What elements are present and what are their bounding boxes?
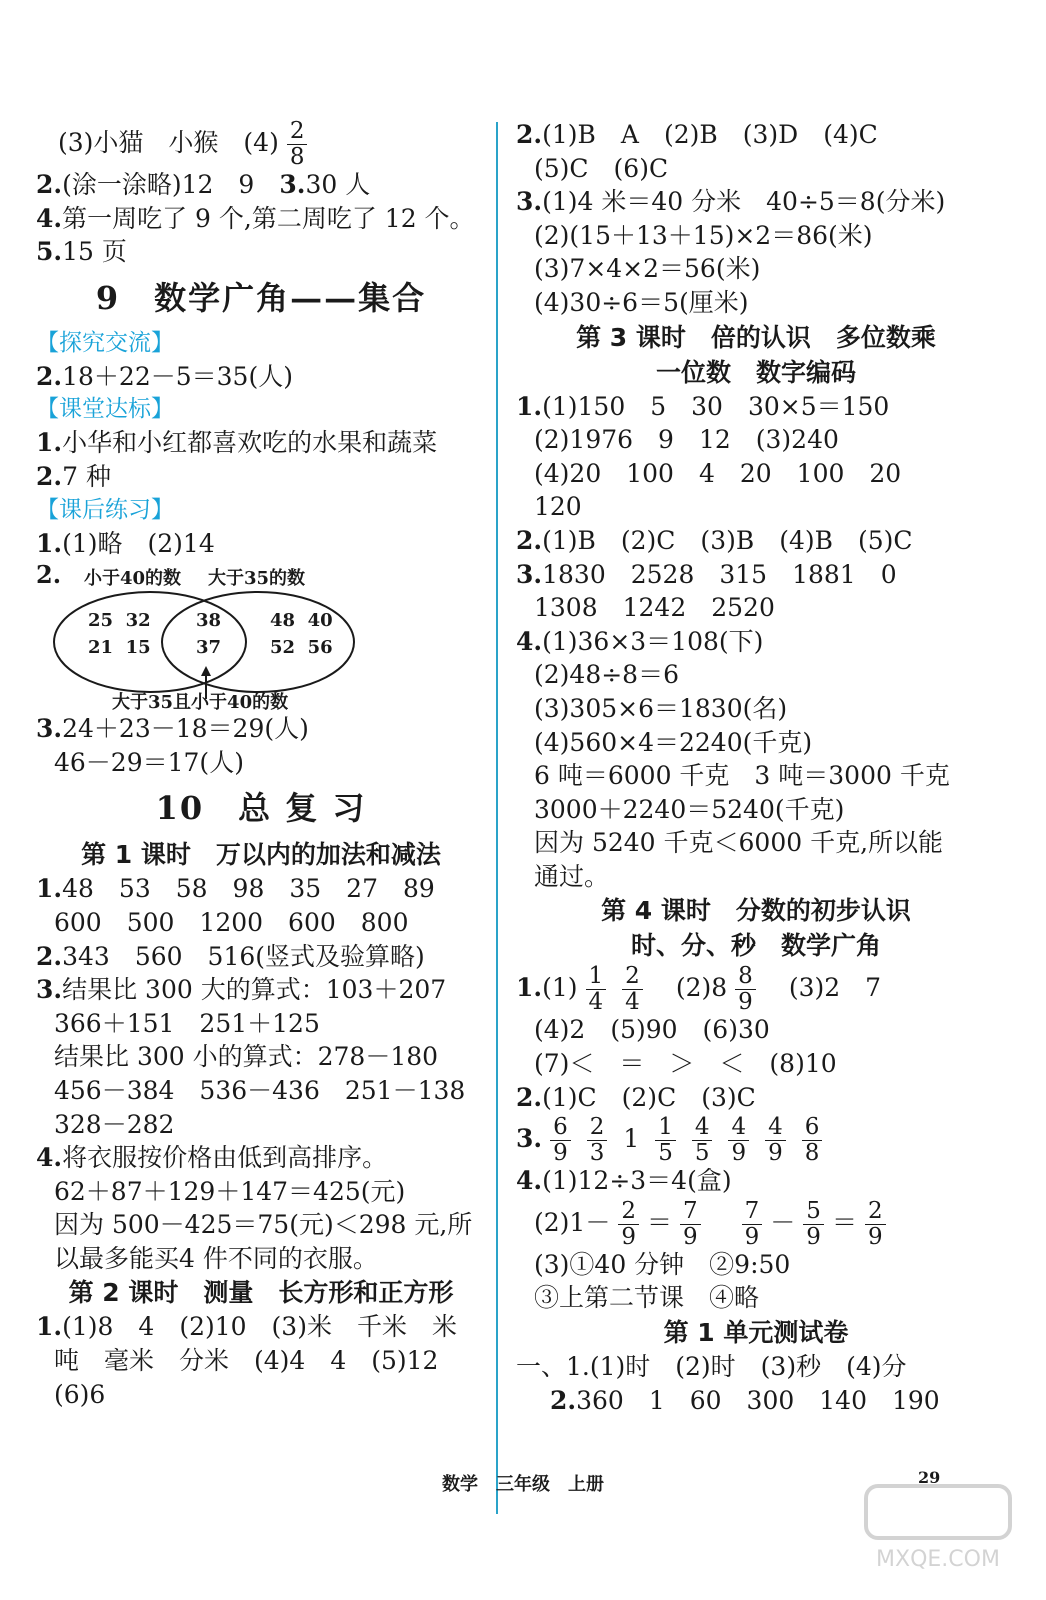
- fraction: $\frac{1}{4}$: [586, 964, 607, 1015]
- answer-line: 4.(1)36×3＝108(下): [516, 626, 764, 656]
- page-footer: 数学 三年级 上册: [442, 1474, 604, 1495]
- fraction: $\frac{6}{8}$: [802, 1115, 823, 1166]
- answer-line: (2)1976 9 12 (3)240: [534, 425, 839, 455]
- section-tag: 【课堂达标】: [36, 396, 174, 423]
- answer-line: 3.24＋23－18＝29(人): [36, 714, 309, 744]
- answer-line: 2.343 560 516(竖式及验算略): [36, 941, 425, 971]
- answer-line: 5.15 页: [36, 237, 127, 267]
- question-number: 2.: [36, 560, 62, 590]
- answer-line: 2.360 1 60 300 140 190: [550, 1385, 940, 1415]
- answer-line: 4.(1)12÷3＝4(盒): [516, 1166, 732, 1196]
- fraction: $\frac{2}{9}$: [618, 1199, 639, 1250]
- answer-line: (4)20 100 4 20 100 20: [534, 458, 902, 488]
- watermark-logo: [858, 1478, 1018, 1578]
- fraction: $\frac{2}{8}$: [287, 119, 308, 170]
- answer-line: (2)48÷8＝6: [534, 660, 679, 690]
- answer-line: 1.(1)略 (2)14: [36, 528, 215, 558]
- fraction: $\frac{1}{5}$: [655, 1115, 676, 1166]
- fraction: $\frac{4}{5}$: [692, 1115, 713, 1166]
- answer-line: 3. $\frac{6}{9}$ $\frac{2}{3}$ 1 $\frac{1}{5}$ $\frac{4}{5}$ $\frac{4}{9}$ $\frac{4}{9}$ $\frac{6}{8}$: [516, 1114, 996, 1164]
- answer-line: 4.将衣服按价格由低到高排序。: [36, 1143, 388, 1173]
- answer-line: 1.小华和小红都喜欢吃的水果和蔬菜: [36, 428, 438, 458]
- chapter-heading: 10 总 复 习: [155, 789, 367, 828]
- answer-line: 4.第一周吃了 9 个,第二周吃了 12 个。: [36, 203, 475, 233]
- answer-line: (3)305×6＝1830(名): [534, 693, 788, 723]
- answer-line: ③上第二节课 ④略: [534, 1283, 760, 1313]
- fraction: $\frac{4}{9}$: [765, 1115, 786, 1166]
- left-column: [36, 118, 486, 1411]
- venn-left-values: 25 32: [88, 610, 151, 632]
- venn-diagram: [36, 560, 486, 712]
- answer-line: 46－29＝17(人): [54, 747, 244, 777]
- answer-line: 456－384 536－436 251－138: [54, 1075, 466, 1105]
- venn-left-values: 21 15: [88, 637, 151, 659]
- lesson-heading: 第 1 课时 万以内的加法和减法: [81, 840, 441, 870]
- answer-line: 吨 毫米 分米 (4)4 4 (5)12: [54, 1346, 439, 1376]
- fraction: $\frac{2}{3}$: [587, 1115, 608, 1166]
- answer-line: (6)6: [54, 1379, 106, 1409]
- answer-line: 一、1.(1)时 (2)时 (3)秒 (4)分: [516, 1352, 907, 1382]
- lesson-heading: 第 4 课时 分数的初步认识: [601, 896, 911, 926]
- page-number: 29: [918, 1468, 941, 1487]
- answer-line: 1.(1)150 5 30 30×5＝150: [516, 391, 890, 421]
- answer-line: 3.(1)4 米＝40 分米 40÷5＝8(分米): [516, 187, 946, 217]
- answer-line: 600 500 1200 600 800: [54, 907, 409, 937]
- answer-line: 因为 500－425＝75(元)＜298 元,所: [54, 1210, 473, 1240]
- venn-middle-values: 38: [196, 610, 222, 632]
- venn-middle-values: 37: [196, 637, 222, 659]
- chapter-heading: 9 数学广角——集合: [95, 278, 427, 317]
- answer-line: 通过。: [534, 861, 610, 891]
- unit-test-heading: 第 1 单元测试卷: [663, 1318, 849, 1348]
- answer-line: 以最多能买4 件不同的衣服。: [54, 1243, 378, 1273]
- answer-line: (5)C (6)C: [534, 153, 669, 183]
- answer-line: 2.(1)B A (2)B (3)D (4)C: [516, 120, 878, 149]
- fraction: $\frac{7}{9}$: [680, 1199, 701, 1250]
- answer-line: 2.(涂一涂略)12 9 3.30 人: [36, 170, 371, 199]
- column-divider: [496, 122, 498, 1514]
- answer-line: (4)2 (5)90 (6)30: [534, 1015, 770, 1045]
- answer-line: (3)小猫 小猴 (4) $\frac{2}{8}$: [36, 118, 486, 168]
- answer-line: (7)＜ ＝ ＞ ＜ (8)10: [534, 1049, 837, 1079]
- venn-bottom-label: 大于35且小于40的数: [112, 692, 289, 714]
- answer-line: 366＋151 251＋125: [54, 1008, 320, 1038]
- lesson-heading: 时、分、秒 数学广角: [630, 931, 881, 961]
- venn-label-right: 大于35的数: [208, 568, 306, 590]
- fraction: $\frac{4}{9}$: [728, 1115, 749, 1166]
- answer-line: (3)7×4×2＝56(米): [534, 254, 761, 284]
- answer-line: 120: [534, 492, 582, 522]
- fraction: $\frac{2}{4}$: [622, 964, 643, 1015]
- fraction: $\frac{7}{9}$: [742, 1199, 763, 1250]
- answer-line: 结果比 300 小的算式：278－180: [54, 1042, 439, 1072]
- fraction: $\frac{2}{9}$: [865, 1199, 886, 1250]
- answer-line: 328－282: [54, 1109, 175, 1139]
- answer-line: 6 吨＝6000 千克 3 吨＝3000 千克: [534, 761, 950, 791]
- watermark-text: MXQE.COM: [876, 1547, 1000, 1572]
- lesson-heading: 一位数 数字编码: [655, 357, 856, 387]
- fraction: $\frac{8}{9}$: [735, 964, 756, 1015]
- fraction: $\frac{6}{9}$: [550, 1115, 571, 1166]
- venn-right-values: 48 40: [270, 610, 333, 632]
- fraction: $\frac{5}{9}$: [803, 1199, 824, 1250]
- answer-line: 3000＋2240＝5240(千克): [534, 794, 845, 824]
- answer-line: 1.(1) $\frac{1}{4}$ $\frac{2}{4}$ (2)8 $\frac{8}{9}$ (3)2 7: [516, 963, 882, 1016]
- venn-label-left: 小于40的数: [84, 568, 182, 590]
- answer-line: 3.1830 2528 315 1881 0: [516, 559, 897, 589]
- answer-line: 因为 5240 千克＜6000 千克,所以能: [534, 828, 944, 858]
- answer-line: 2.(1)C (2)C (3)C: [516, 1082, 756, 1112]
- answer-line: (3)①40 分钟 ②9:50: [534, 1249, 791, 1279]
- answer-line: 1308 1242 2520: [534, 593, 775, 623]
- section-tag: 【课后练习】: [36, 496, 174, 523]
- answer-line: 1.48 53 58 98 35 27 89: [36, 874, 435, 904]
- answer-line: 2.7 种: [36, 461, 111, 491]
- answer-line: (2)(15＋13＋15)×2＝86(米): [534, 220, 873, 250]
- answer-line: (2)1－ $\frac{2}{9}$ ＝ $\frac{7}{9}$ $\frac{7}{9}$ － $\frac{5}{9}$ ＝ $\frac{2}{9}$: [516, 1198, 996, 1248]
- answer-line: (4)560×4＝2240(千克): [534, 727, 813, 757]
- right-column: [516, 118, 996, 1417]
- answer-line: 62＋87＋129＋147＝425(元): [54, 1176, 406, 1206]
- answer-line: 1.(1)8 4 (2)10 (3)米 千米 米: [36, 1312, 457, 1342]
- section-tag: 【探究交流】: [36, 329, 174, 356]
- lesson-heading: 第 3 课时 倍的认识 多位数乘: [576, 322, 936, 352]
- lesson-heading: 第 2 课时 测量 长方形和正方形: [68, 1278, 454, 1308]
- answer-line: 3.结果比 300 大的算式：103＋207: [36, 975, 447, 1005]
- answer-line: (4)30÷6＝5(厘米): [534, 287, 749, 317]
- answer-line: 2.18＋22－5＝35(人): [36, 361, 293, 391]
- answer-line: 2.(1)B (2)C (3)B (4)B (5)C: [516, 525, 913, 555]
- venn-right-values: 52 56: [270, 637, 333, 659]
